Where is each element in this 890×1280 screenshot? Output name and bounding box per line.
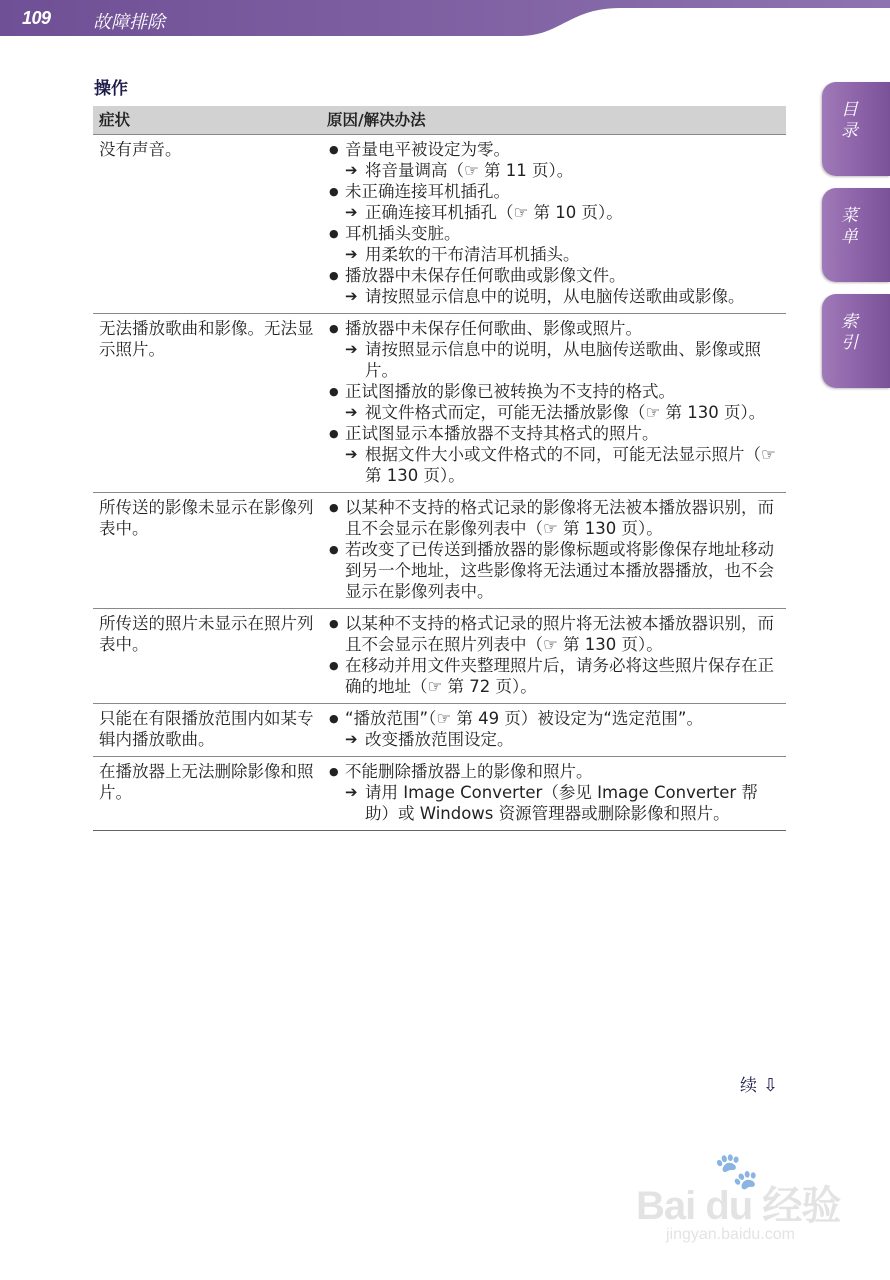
solution-text: 用柔软的干布清洁耳机插头。	[365, 245, 580, 264]
cause-item	[327, 265, 780, 286]
solution-text: 正确连接耳机插孔（☞ 第 10 页）。	[365, 203, 623, 222]
arrow-right-icon: ➔	[345, 340, 358, 358]
solution-item	[327, 202, 780, 223]
tab-menu-label: 菜单	[837, 206, 857, 248]
table-row	[93, 135, 786, 314]
cause-text: 正试图显示本播放器不支持其格式的照片。	[345, 424, 659, 443]
symptom-cell: 无法播放歌曲和影像。无法显示照片。	[93, 314, 321, 493]
arrow-right-icon: ➔	[345, 445, 358, 463]
bullet-icon: ●	[329, 269, 339, 282]
paw-logo-icon: 🐾	[714, 1151, 759, 1192]
table-body	[93, 135, 786, 831]
tab-menu[interactable]	[822, 188, 890, 282]
bullet-icon: ●	[329, 427, 339, 440]
solution-item	[327, 729, 780, 750]
cause-text: 未正确连接耳机插孔。	[345, 182, 510, 201]
cause-item	[327, 655, 780, 697]
continued-indicator[interactable]	[740, 1071, 778, 1096]
tab-contents[interactable]	[822, 82, 890, 176]
symptom-cell: 所传送的影像未显示在影像列表中。	[93, 493, 321, 609]
cause-text: 在移动并用文件夹整理照片后，请务必将这些照片保存在正确的地址（☞ 第 72 页）。	[345, 656, 774, 696]
bullet-icon: ●	[329, 501, 339, 514]
table-row	[93, 609, 786, 704]
cause-cell	[321, 609, 786, 704]
solution-text: 改变播放范围设定。	[365, 730, 514, 749]
arrow-right-icon: ➔	[345, 403, 358, 421]
arrow-right-icon: ➔	[345, 730, 358, 748]
watermark-url: jingyan.baidu.com	[666, 1226, 795, 1243]
cause-text: “播放范围”（☞ 第 49 页）被设定为“选定范围”。	[345, 709, 703, 728]
arrow-right-icon: ➔	[345, 161, 358, 179]
symptom-cell: 只能在有限播放范围内如某专辑内播放歌曲。	[93, 704, 321, 757]
troubleshooting-table	[93, 106, 786, 831]
cause-item	[327, 318, 780, 339]
cause-cell	[321, 135, 786, 314]
symptom-cell: 没有声音。	[93, 135, 321, 314]
symptom-cell: 所传送的照片未显示在照片列表中。	[93, 609, 321, 704]
solution-text: 请按照显示信息中的说明，从电脑传送歌曲、影像或照片。	[365, 340, 761, 380]
tab-index-label: 索引	[837, 312, 857, 354]
table-row	[93, 314, 786, 493]
bullet-icon: ●	[329, 143, 339, 156]
continued-label: 续	[740, 1076, 757, 1096]
column-header-cause: 原因/解决办法	[321, 106, 786, 135]
cause-item	[327, 181, 780, 202]
cause-item	[327, 139, 780, 160]
bullet-icon: ●	[329, 322, 339, 335]
cause-item	[327, 497, 780, 539]
cause-item	[327, 423, 780, 444]
arrow-right-icon: ➔	[345, 783, 358, 801]
arrow-right-icon: ➔	[345, 203, 358, 221]
chapter-title: 故障排除	[93, 12, 165, 33]
cause-item	[327, 708, 780, 729]
cause-text: 播放器中未保存任何歌曲或影像文件。	[345, 266, 626, 285]
table-row	[93, 493, 786, 609]
cause-item	[327, 223, 780, 244]
symptom-cell: 在播放器上无法删除影像和照片。	[93, 757, 321, 831]
cause-text: 正试图播放的影像已被转换为不支持的格式。	[345, 382, 675, 401]
solution-item	[327, 339, 780, 381]
cause-cell	[321, 314, 786, 493]
solution-text: 请按照显示信息中的说明，从电脑传送歌曲或影像。	[365, 287, 745, 306]
cause-text: 以某种不支持的格式记录的照片将无法被本播放器识别，而且不会显示在照片列表中（☞ 第 130 页）。	[345, 614, 774, 654]
cause-text: 播放器中未保存任何歌曲、影像或照片。	[345, 319, 642, 338]
bullet-icon: ●	[329, 765, 339, 778]
cause-item	[327, 381, 780, 402]
cause-cell	[321, 493, 786, 609]
arrow-right-icon: ➔	[345, 287, 358, 305]
section-title: 操作	[94, 79, 128, 99]
solution-text: 根据文件大小或文件格式的不同，可能无法显示照片（☞ 第 130 页）。	[365, 445, 776, 485]
cause-text: 以某种不支持的格式记录的影像将无法被本播放器识别，而且不会显示在影像列表中（☞ 第 130 页）。	[345, 498, 774, 538]
solution-item	[327, 244, 780, 265]
cause-cell	[321, 704, 786, 757]
solution-text: 视文件格式而定，可能无法播放影像（☞ 第 130 页）。	[365, 403, 766, 422]
watermark	[632, 1150, 852, 1250]
down-arrow-icon: ⇩	[763, 1075, 779, 1096]
solution-item	[327, 444, 780, 486]
bullet-icon: ●	[329, 385, 339, 398]
watermark-brand: Bai du 经验	[636, 1184, 841, 1228]
cause-text: 不能删除播放器上的影像和照片。	[345, 762, 593, 781]
bullet-icon: ●	[329, 543, 339, 556]
bullet-icon: ●	[329, 227, 339, 240]
arrow-right-icon: ➔	[345, 245, 358, 263]
bullet-icon: ●	[329, 617, 339, 630]
cause-item	[327, 539, 780, 602]
table-row	[93, 757, 786, 831]
page-header	[0, 0, 890, 36]
page-number: 109	[22, 8, 51, 28]
cause-text: 音量电平被设定为零。	[345, 140, 510, 159]
cause-text: 若改变了已传送到播放器的影像标题或将影像保存地址移动到另一个地址，这些影像将无法通过本播放器播放，也不会显示在影像列表中。	[345, 540, 774, 601]
cause-item	[327, 761, 780, 782]
bullet-icon: ●	[329, 185, 339, 198]
solution-item	[327, 160, 780, 181]
solution-text: 将音量调高（☞ 第 11 页）。	[365, 161, 574, 180]
tab-contents-label: 目录	[837, 100, 857, 142]
tab-index[interactable]	[822, 294, 890, 388]
cause-item	[327, 613, 780, 655]
cause-text: 耳机插头变脏。	[345, 224, 461, 243]
solution-item	[327, 782, 780, 824]
table-header-row	[93, 106, 786, 135]
bullet-icon: ●	[329, 659, 339, 672]
bullet-icon: ●	[329, 712, 339, 725]
solution-text: 请用 Image Converter（参见 Image Converter 帮助）或 Windows 资源管理器或删除影像和照片。	[365, 783, 758, 823]
table-row	[93, 704, 786, 757]
solution-item	[327, 402, 780, 423]
cause-cell	[321, 757, 786, 831]
solution-item	[327, 286, 780, 307]
column-header-symptom: 症状	[93, 106, 321, 135]
